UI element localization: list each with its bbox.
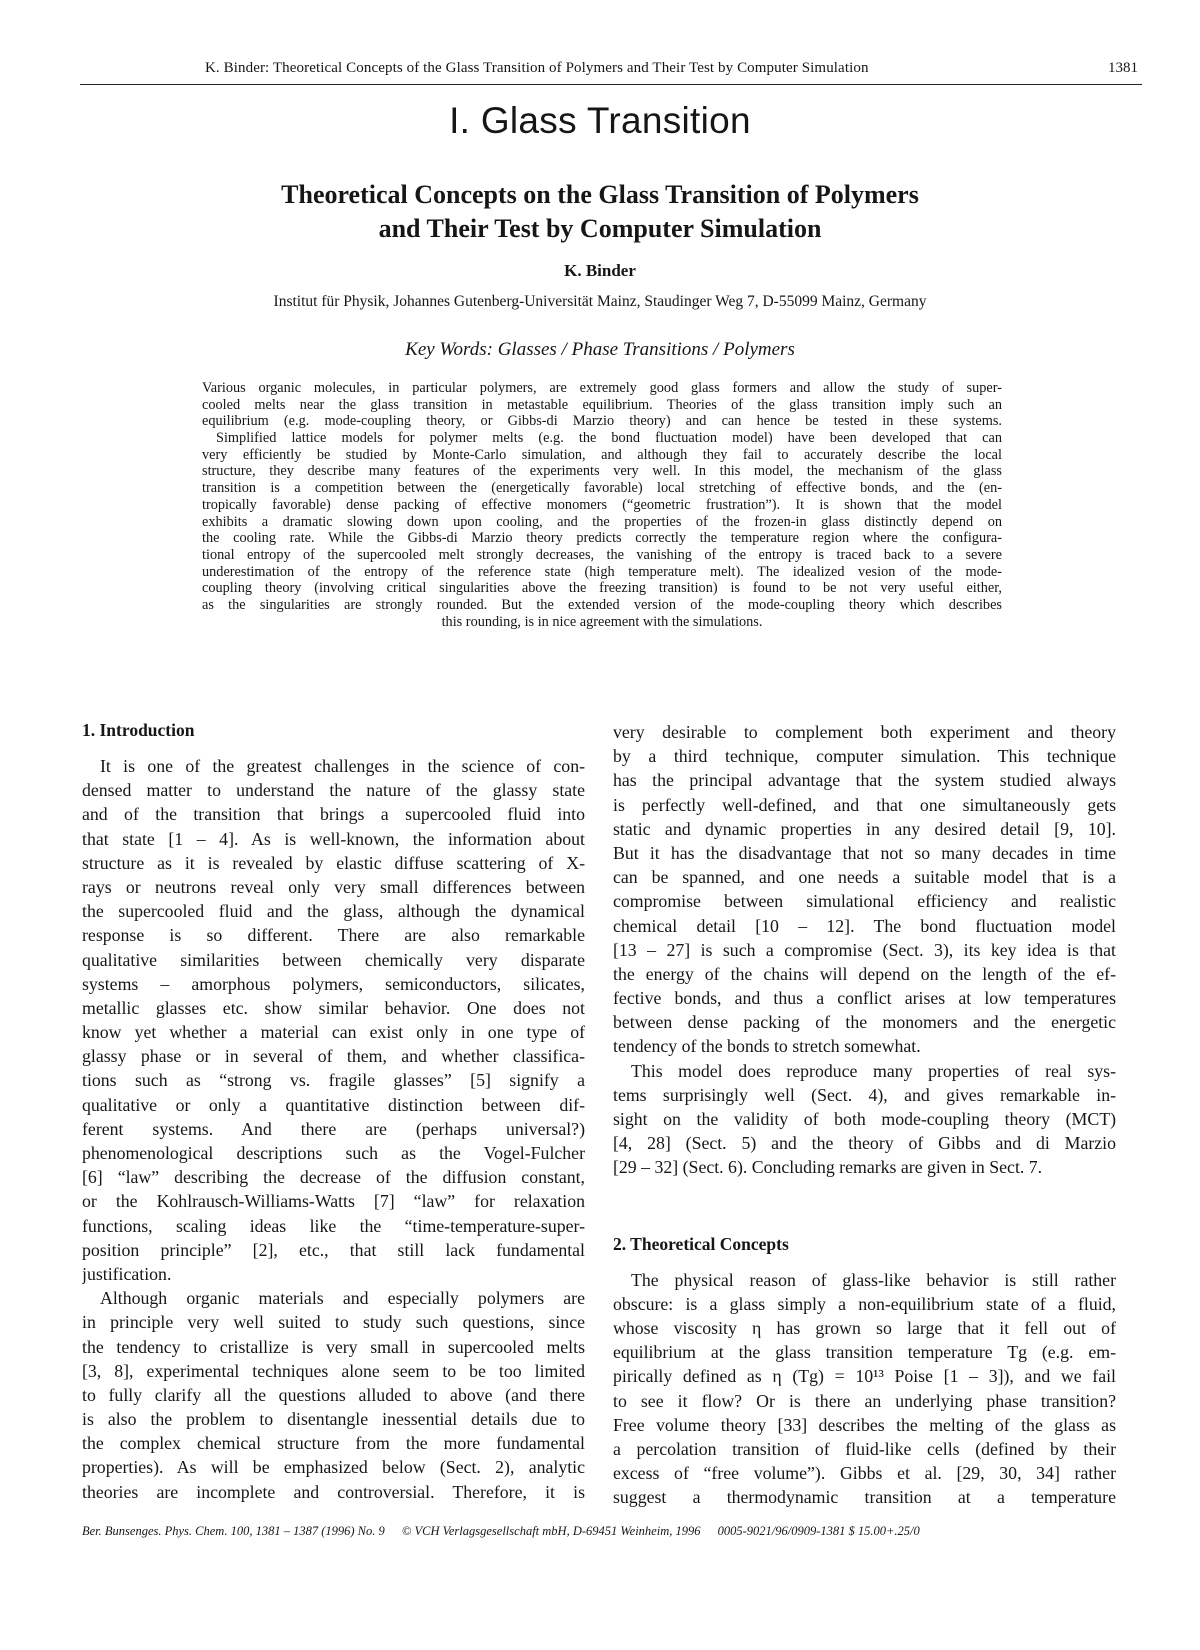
body-line: functions, scaling ideas like the “time-temperature-super- — [82, 1215, 585, 1236]
abstract-line: the cooling rate. While the Gibbs-di Marzio theory predicts correctly the temperature region where the configura- — [202, 530, 1002, 547]
body-line: chemical detail [10 – 12]. The bond fluctuation model — [613, 915, 1116, 936]
abstract-line: as the singularities are strongly rounded. But the extended version of the mode-coupling theory which describes — [202, 596, 1002, 613]
body-line: by a third technique, computer simulation. This technique — [613, 746, 1116, 767]
body-line: whose viscosity η has grown so large that it fell out of — [613, 1317, 1116, 1338]
body-line: between dense packing of the monomers and the energetic — [613, 1012, 1116, 1033]
abstract-line: this rounding, is in nice agreement with the simulations. — [441, 613, 763, 630]
body-line: to fully clarify all the questions alluded to above (and there — [82, 1384, 585, 1405]
body-line: a percolation transition of fluid-like cells (defined by their — [613, 1438, 1116, 1459]
body-line: the energy of the chains will depend on the length of the ef- — [613, 963, 1116, 984]
body-line: know yet whether a material can exist only in one type of — [82, 1022, 585, 1043]
body-line: rays or neutrons reveal only very small differences between — [82, 876, 585, 897]
body-line: tendency of the bonds to stretch somewhat. — [613, 1036, 921, 1057]
body-line: phenomenological descriptions such as the Vogel-Fulcher — [82, 1143, 585, 1163]
body-line: suggest a thermodynamic transition at a temperature — [613, 1487, 1116, 1508]
abstract-line: Various organic molecules, in particular polymers, are extremely good glass formers and allow the study of super- — [202, 380, 1002, 396]
paper-title-line-1: Theoretical Concepts on the Glass Transition of Polymers — [281, 180, 919, 209]
body-line: The physical reason of glass-like behavior is still rather — [631, 1269, 1116, 1290]
body-line: [3, 8], experimental techniques alone seem to be too limited — [82, 1360, 585, 1381]
body-line: the tendency to cristallize is very small in supercooled melts — [82, 1336, 585, 1357]
body-line: and of the transition that brings a supercooled fluid into — [82, 804, 585, 825]
section-heading: I. Glass Transition — [449, 100, 751, 141]
abstract-line: underestimation of the entropy of the reference state (high temperature melt). The idealized vesion of the mode- — [202, 563, 1002, 580]
section-heading-theoretical-concepts: 2. Theoretical Concepts — [613, 1233, 789, 1254]
body-line: It is one of the greatest challenges in the science of con- — [100, 756, 585, 776]
body-line: obscure: is a glass simply a non-equilibrium state of a fluid, — [613, 1293, 1116, 1314]
abstract-line: coupling theory (involving critical singularities above the freezing transition) is found to be not very useful either, — [202, 580, 1002, 597]
body-line: is also the problem to disentangle inessential details due to — [82, 1409, 585, 1430]
body-line: static and dynamic properties in any desired detail [9, 10]. — [613, 818, 1116, 839]
body-line: compromise between simulational efficiency and realistic — [613, 891, 1116, 912]
body-line: metallic glasses etc. show similar behavior. One does not — [82, 997, 585, 1018]
page-number: 1381 — [1108, 60, 1138, 76]
body-line: ferent systems. And there are (perhaps universal?) — [82, 1118, 585, 1139]
footer-code: 0005-9021/96/0909-1381 $ 15.00+.25/0 — [717, 1524, 920, 1538]
body-line: [13 – 27] is such a compromise (Sect. 3), its key idea is that — [613, 939, 1116, 960]
abstract-line: Simplified lattice models for polymer melts (e.g. the bond fluctuation model) have been developed that can — [216, 430, 1002, 447]
body-line: qualitative or only a quantitative distinction between dif- — [82, 1094, 585, 1115]
author: K. Binder — [564, 261, 636, 280]
body-line: in principle very well suited to study such questions, since — [82, 1312, 585, 1333]
footer-publisher: © VCH Verlagsgesellschaft mbH, D-69451 Weinheim, 1996 — [401, 1524, 701, 1538]
abstract — [202, 380, 1002, 630]
paper-title — [0, 178, 1200, 246]
body-line: systems – amorphous polymers, semiconductors, silicates, — [82, 973, 585, 994]
body-line: has the principal advantage that the system studied always — [613, 770, 1116, 791]
body-line: or the Kohlrausch-Williams-Watts [7] “law” for relaxation — [82, 1191, 585, 1212]
body-line: This model does reproduce many properties of real sys- — [631, 1060, 1116, 1081]
body-line: equilibrium at the glass transition temperature Tg (e.g. em- — [613, 1342, 1116, 1363]
body-line: the complex chemical structure from the more fundamental — [82, 1433, 585, 1454]
body-line: [29 – 32] (Sect. 6). Concluding remarks are given in Sect. 7. — [613, 1157, 1043, 1178]
body-line: pirically defined as η (Tg) = 10¹³ Poise [1 – 3]), and we fail — [613, 1366, 1116, 1387]
body-line: qualitative similarities between chemically very disparate — [82, 949, 585, 970]
body-line: position principle” [2], etc., that still lack fundamental — [82, 1239, 585, 1260]
body-line: Although organic materials and especially polymers are — [100, 1288, 585, 1309]
body-line: structure as it is revealed by elastic diffuse scattering of X- — [82, 852, 585, 873]
left-column — [82, 720, 585, 1504]
body-line: response is so different. There are also remarkable — [82, 925, 585, 946]
body-line: fective bonds, and thus a conflict arises at low temperatures — [613, 988, 1116, 1009]
body-line: that state [1 – 4]. As is well-known, the information about — [82, 828, 585, 849]
body-line: tems surprisingly well (Sect. 4), and gives remarkable in- — [613, 1084, 1116, 1105]
body-line: densed matter to understand the nature of the glassy state — [82, 780, 585, 801]
body-line: very desirable to complement both experiment and theory — [613, 722, 1116, 742]
body-line: theories are incomplete and controversial. Therefore, it is — [82, 1481, 585, 1502]
body-line: sight on the validity of both mode-coupling theory (MCT) — [613, 1109, 1116, 1129]
body-line: the supercooled fluid and the glass, although the dynamical — [82, 901, 585, 922]
body-line: But it has the disadvantage that not so many decades in time — [613, 842, 1116, 863]
abstract-line: tional entropy of the supercooled melt strongly decreases, the vanishing of the entropy is traced back to a severe — [202, 546, 1002, 563]
running-head — [80, 58, 1142, 85]
body-line: justification. — [82, 1263, 172, 1284]
running-head-title: K. Binder: Theoretical Concepts of the Glass Transition of Polymers and Their Test by Computer Simulation — [205, 60, 869, 76]
paper-title-line-2: and Their Test by Computer Simulation — [378, 214, 822, 243]
right-column — [613, 720, 1116, 1509]
abstract-line: transition is a competition between the (energetically favorable) local stretching of effective bonds, and the (en- — [202, 480, 1002, 497]
body-line: is perfectly well-defined, and that one simultaneously gets — [613, 794, 1116, 815]
body-line: [6] “law” describing the decrease of the diffusion constant, — [82, 1167, 585, 1188]
abstract-line: equilibrium (e.g. mode-coupling theory, or Gibbs-di Marzio theory) and can hence be tested in these systems. — [202, 413, 1002, 430]
abstract-line: very efficiently be studied by Monte-Carlo simulation, and although they fail to accurately describe the local — [202, 446, 1002, 463]
keywords: Key Words: Glasses / Phase Transitions / Polymers — [405, 339, 795, 360]
body-line: can be spanned, and one needs a suitable model that is a — [613, 867, 1116, 888]
body-line: to see it flow? Or is there an underlying phase transition? — [613, 1390, 1116, 1411]
body-line: tions such as “strong vs. fragile glasses” [5] signify a — [82, 1070, 585, 1091]
abstract-line: cooled melts near the glass transition in metastable equilibrium. Theories of the glass transition imply such an — [202, 396, 1002, 413]
footer — [82, 1524, 1142, 1539]
body-line: glassy phase or in several of them, and whether classifica- — [82, 1046, 585, 1067]
body-line: [4, 28] (Sect. 5) and the theory of Gibbs and di Marzio — [613, 1133, 1116, 1154]
body-line: properties). As will be emphasized below (Sect. 2), analytic — [82, 1457, 585, 1478]
abstract-line: exhibits a dramatic slowing down upon cooling, and the properties of the frozen-in glass distinctly depend on — [202, 513, 1002, 530]
abstract-line: structure, they describe many features of the experiments very well. In this model, the mechanism of the glass — [202, 463, 1002, 480]
abstract-line: tropically favorable) dense packing of effective monomers (“geometric frustration”). It is shown that the model — [202, 496, 1002, 513]
section-heading-introduction: 1. Introduction — [82, 720, 195, 740]
footer-journal: Ber. Bunsenges. Phys. Chem. 100, 1381 – 1387 (1996) No. 9 — [82, 1524, 385, 1538]
body-line: Free volume theory [33] describes the melting of the glass as — [613, 1414, 1116, 1435]
body-line: excess of “free volume”). Gibbs et al. [29, 30, 34] rather — [613, 1463, 1116, 1484]
affiliation: Institut für Physik, Johannes Gutenberg-Universität Mainz, Staudinger Weg 7, D-55099 Mainz, Germany — [273, 293, 927, 310]
